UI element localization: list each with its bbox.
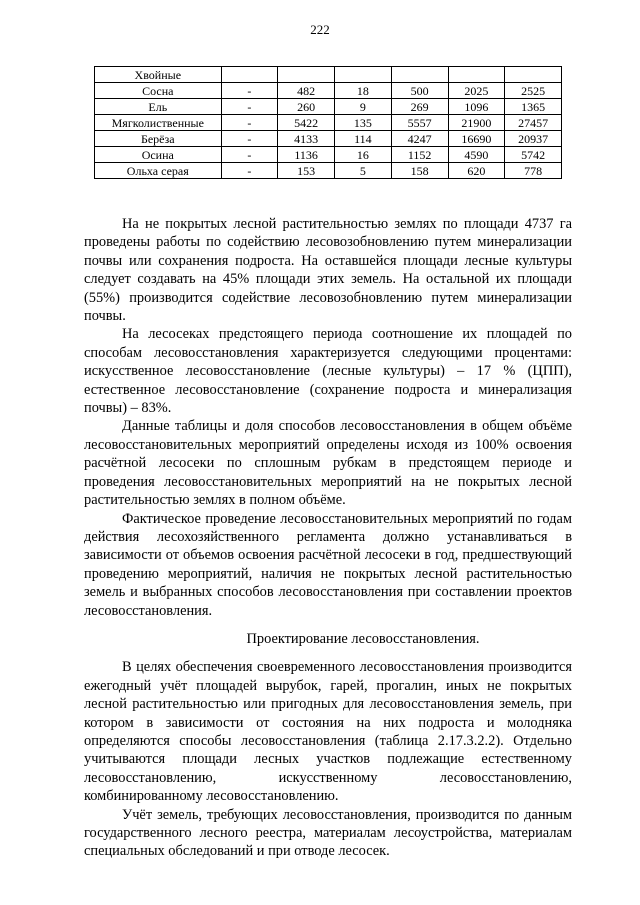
- value-cell: 2525: [505, 83, 562, 99]
- table-row: [95, 83, 562, 99]
- value-cell: 1096: [448, 99, 505, 115]
- value-cell: 158: [391, 163, 448, 179]
- value-cell: 5742: [505, 147, 562, 163]
- value-cell: 4590: [448, 147, 505, 163]
- value-cell: -: [221, 115, 278, 131]
- section-heading: Проектирование лесовосстановления.: [246, 630, 480, 647]
- value-cell: 5: [335, 163, 392, 179]
- value-cell: 2025: [448, 83, 505, 99]
- species-cell: Мягколиственные: [95, 115, 222, 131]
- value-cell: 1136: [278, 147, 335, 163]
- value-cell: 20937: [505, 131, 562, 147]
- page-number: 222: [310, 22, 330, 37]
- value-cell: [278, 67, 335, 83]
- table-row: [95, 147, 562, 163]
- value-cell: 778: [505, 163, 562, 179]
- paragraph-annual-accounting: В целях обеспечения своевременного лесовосстановления производится ежегодный учёт площадей вырубок, гарей, прогалин, иных не покрытых лесной растительностью или пригодных для лесовосстановления земель, при котором в зависимости от состояния на них подроста и молодняка определяются способы лесовосстановления (таблица 2.17.3.2.2). Отдельно учитываются площади лесных участков подлежащие естественному лесовосстановлению, искусственному лесовосстановлению, комбинированному лесовосстановлению.: [84, 659, 572, 805]
- value-cell: 114: [335, 131, 392, 147]
- paragraph-method-ratio: На лесосеках предстоящего периода соотношение их площадей по способам лесовосстановления характеризуется следующими процентами: искусственное лесовосстановление (лесные культуры) – 17 % (ЦПП), естественное лесовосстановление (сохранение подроста и минерализация почвы) – 83%.: [84, 326, 572, 417]
- species-table-body: [95, 67, 562, 179]
- table-row: [95, 99, 562, 115]
- species-cell: Ель: [95, 99, 222, 115]
- value-cell: 135: [335, 115, 392, 131]
- table-row: [95, 67, 562, 83]
- value-cell: 153: [278, 163, 335, 179]
- paragraph-actual-implementation: Фактическое проведение лесовосстановительных мероприятий по годам действия лесохозяйственного регламента должно устанавливаться в зависимости от объемов освоения расчётной лесосеки в год, предшествующий проведению мероприятий, наличия не покрытых лесной растительностью земель и выбранных способов лесовосстановления при составлении проектов лесовосстановления.: [84, 510, 572, 619]
- table-row: [95, 115, 562, 131]
- species-cell: Ольха серая: [95, 163, 222, 179]
- value-cell: 269: [391, 99, 448, 115]
- species-cell: Сосна: [95, 83, 222, 99]
- paragraph-reforestation-areas: На не покрытых лесной растительностью землях по площади 4737 га проведены работы по содействию лесовозобновлению путем минерализации почвы или сохранения подроста. На оставшейся площади лесные культуры следует создавать на 45% площади этих земель. На остальной их площади (55%) производится содействие лесовозобновлению путем минерализации почвы.: [84, 216, 572, 325]
- value-cell: 5422: [278, 115, 335, 131]
- value-cell: -: [221, 99, 278, 115]
- value-cell: 260: [278, 99, 335, 115]
- value-cell: 620: [448, 163, 505, 179]
- species-cell: Хвойные: [95, 67, 222, 83]
- species-cell: Берёза: [95, 131, 222, 147]
- value-cell: [221, 67, 278, 83]
- value-cell: 1152: [391, 147, 448, 163]
- value-cell: 21900: [448, 115, 505, 131]
- value-cell: 482: [278, 83, 335, 99]
- value-cell: 9: [335, 99, 392, 115]
- table-row: [95, 163, 562, 179]
- value-cell: 5557: [391, 115, 448, 131]
- species-cell: Осина: [95, 147, 222, 163]
- value-cell: 500: [391, 83, 448, 99]
- value-cell: -: [221, 83, 278, 99]
- value-cell: 16: [335, 147, 392, 163]
- value-cell: -: [221, 131, 278, 147]
- table-row: [95, 131, 562, 147]
- value-cell: [391, 67, 448, 83]
- species-table: [94, 66, 562, 179]
- value-cell: 4133: [278, 131, 335, 147]
- paragraph-table-basis: Данные таблицы и доля способов лесовосстановления в общем объёме лесовосстановительных мероприятий определены исходя из 100% освоения расчётной лесосеки по сплошным рубкам в предстоящем периоде и проведения лесовосстановительных мероприятий на не покрытых лесной растительностью землях в полном объёме.: [84, 418, 572, 509]
- value-cell: 27457: [505, 115, 562, 131]
- value-cell: [448, 67, 505, 83]
- value-cell: 18: [335, 83, 392, 99]
- value-cell: 1365: [505, 99, 562, 115]
- paragraph-land-accounting-sources: Учёт земель, требующих лесовосстановления, производится по данным государственного лесного реестра, материалам лесоустройства, материалам специальных обследований и при отводе лесосек.: [84, 806, 572, 860]
- body-text: [84, 215, 572, 861]
- value-cell: 16690: [448, 131, 505, 147]
- value-cell: 4247: [391, 131, 448, 147]
- value-cell: -: [221, 163, 278, 179]
- value-cell: [505, 67, 562, 83]
- value-cell: -: [221, 147, 278, 163]
- value-cell: [335, 67, 392, 83]
